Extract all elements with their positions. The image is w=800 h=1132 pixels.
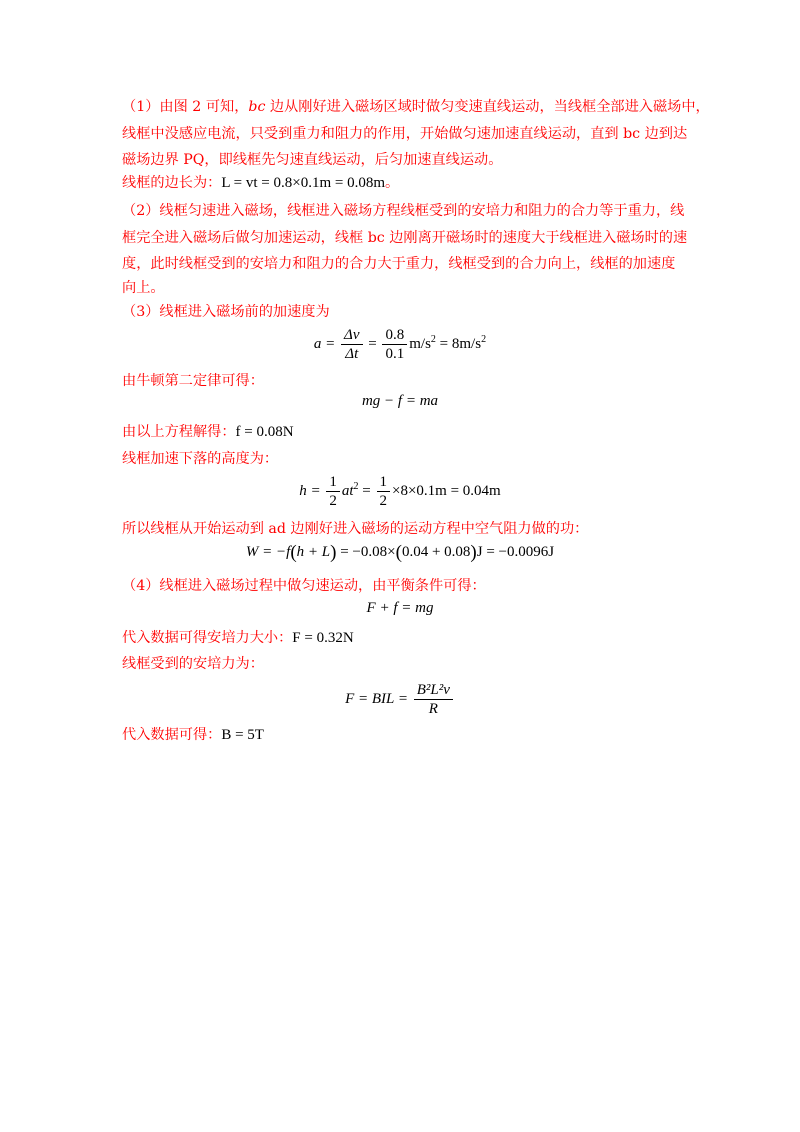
accel-equals: = [368, 335, 377, 352]
work-sum: 0.04 + 0.08 [401, 544, 471, 560]
height-exp: 2 [353, 480, 359, 492]
b-label: 代入数据可得： [122, 727, 222, 743]
part2-line2: 框完全进入磁场后做匀加速运动，线框 bc 边刚离开磁场时的速度大于线框进入磁场时的速 [122, 230, 688, 246]
force-fraction [414, 681, 453, 718]
height-num-1: 1 [326, 473, 340, 492]
work-h-plus-l: h + L [296, 544, 331, 560]
accel-unit-exp: 2 [430, 333, 436, 345]
part1-line1 [122, 96, 710, 118]
balance-equation: F + f = mg [366, 600, 434, 616]
accel-fraction-dv-dt [341, 326, 362, 363]
accel-result: = 8m/s [439, 335, 482, 352]
b-value: B = 5T [221, 727, 264, 743]
accel-unit: m/s [409, 335, 431, 352]
work-paren-close-1: ) [330, 542, 337, 563]
force-lhs: F = BIL = [345, 690, 408, 707]
part2-line4: 向上。 [122, 280, 165, 296]
height-label: 线框加速下落的高度为： [122, 451, 279, 467]
accel-num-value: 0.8 [382, 326, 407, 345]
accel-den-value: 0.1 [385, 346, 405, 362]
accel-num-dv: Δv [341, 326, 362, 345]
work-lhs: W = −f [245, 544, 291, 560]
side-length-formula: L = vt = 0.8×0.1m = 0.08m [221, 175, 386, 191]
work-label: 所以线框从开始运动到 ad 边刚好进入磁场的运动方程中空气阻力做的功： [122, 521, 589, 537]
ampere-label: 代入数据可得安培力大小： [122, 630, 293, 646]
work-result: J = −0.0096J [476, 544, 555, 560]
work-paren-open-1: ( [290, 542, 297, 563]
accel-den-dt: Δt [345, 346, 359, 362]
part1-line2: 线框中没感应电流，只受到重力和阻力的作用，开始做匀速加速直线运动，直到 bc 边到达 [122, 126, 688, 142]
side-length-line [122, 172, 399, 194]
height-den-1: 2 [329, 493, 337, 509]
b-line [122, 724, 264, 746]
height-at: at [341, 482, 354, 499]
work-paren-open-2: ( [395, 542, 402, 563]
solve-result: f = 0.08N [235, 424, 294, 440]
ampere-value: F = 0.32N [292, 630, 354, 646]
force-label: 线框受到的安培力为： [122, 656, 264, 672]
part4-intro: （4）线框进入磁场过程中做匀速运动，由平衡条件可得： [122, 578, 486, 594]
solve-line [122, 421, 294, 443]
work-paren-close-2: ) [470, 542, 477, 563]
height-num-2: 1 [377, 473, 391, 492]
part1-edge-bc: bc [248, 99, 266, 115]
height-equation [0, 473, 800, 510]
force-num: B²L²v [414, 681, 453, 700]
part2-line3: 度，此时线框受到的安培力和阻力的合力大于重力，线框受到的合力向上，线框的加速度 [122, 256, 676, 272]
side-length-end: 。 [385, 175, 400, 191]
part1-line1-text-b: 边从刚好进入磁场区域时做匀变速直线运动，当线框全部进入磁场中， [265, 99, 710, 115]
height-result: ×8×0.1m = 0.04m [392, 482, 501, 499]
part1-line1-text-a: （1）由图 2 可知， [122, 99, 249, 115]
part3-intro: （3）线框进入磁场前的加速度为 [122, 304, 330, 320]
part1-line3: 磁场边界 PQ，即线框先匀速直线运动，后匀加速直线运动。 [122, 152, 503, 168]
accel-result-exp: 2 [481, 333, 487, 345]
height-fraction-1 [326, 473, 340, 510]
work-equation [0, 542, 800, 564]
side-length-label: 线框的边长为： [122, 175, 222, 191]
newton-label: 由牛顿第二定律可得： [122, 373, 264, 389]
height-equals: = [362, 482, 371, 499]
solve-label: 由以上方程解得： [122, 424, 236, 440]
acceleration-equation [0, 326, 800, 363]
part2-line1: （2）线框匀速进入磁场，线框进入磁场方程线框受到的安培力和阻力的合力等于重力，线 [122, 203, 685, 219]
height-fraction-2 [377, 473, 391, 510]
accel-lhs: a = [313, 335, 336, 352]
height-lhs: h = [299, 482, 321, 499]
force-equation [0, 681, 800, 718]
newton-equation: mg − f = ma [361, 393, 439, 409]
force-den: R [428, 701, 438, 717]
height-den-2: 2 [379, 493, 388, 509]
accel-fraction-values [382, 326, 407, 363]
work-coef: = −0.08× [340, 544, 396, 560]
ampere-line [122, 627, 354, 649]
